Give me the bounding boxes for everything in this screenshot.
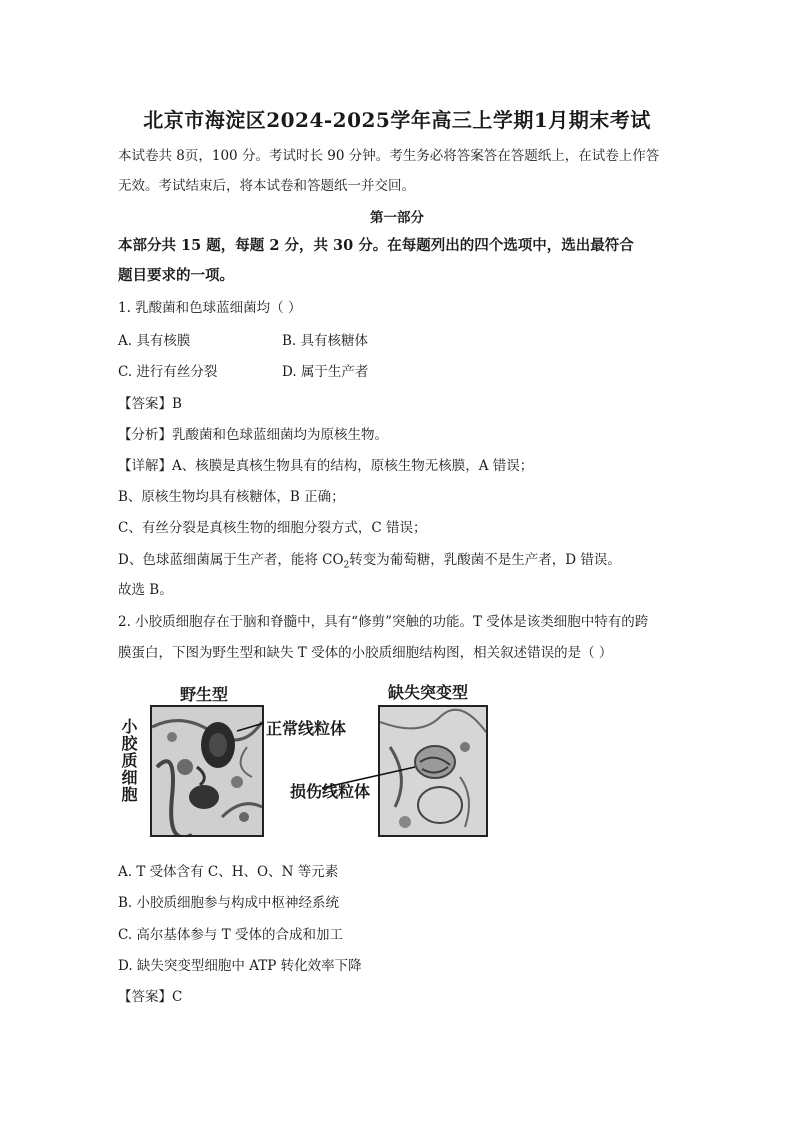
exam-title: 北京市海淀区2024-2025学年高三上学期1月期末考试 (143, 108, 651, 132)
q2-answer: 【答案】C (118, 989, 183, 1005)
q1-detail-b: B、原核生物均具有核糖体，B 正确； (118, 489, 345, 505)
intro-line-2: 无效。考试结束后，将本试卷和答题纸一并交回。 (118, 178, 415, 194)
figure-label-mutant: 缺失突变型 (388, 683, 469, 702)
q1-detail-a: 【详解】A、核膜是真核生物具有的结构，原核生物无核膜，A 错误； (118, 458, 534, 474)
q1-option-a: A. 具有核膜 (118, 333, 191, 349)
figure-label-normal-mitochondria: 正常线粒体 (266, 719, 347, 738)
q1-option-d: D. 属于生产者 (282, 364, 369, 380)
q1-conclusion: 故选 B。 (118, 582, 173, 598)
figure-label-wild-type: 野生型 (180, 685, 229, 704)
q2-stem-line-1: 2. 小胶质细胞存在于脑和脊髓中，具有“修剪”突触的功能。T 受体是该类细胞中特有的跨 (118, 614, 649, 630)
q1-option-c: C. 进行有丝分裂 (118, 364, 218, 380)
figure-label-damaged-mitochondria: 损伤线粒体 (290, 782, 371, 801)
q2-option-d: D. 缺失突变型细胞中 ATP 转化效率下降 (118, 958, 362, 974)
q1-stem: 1. 乳酸菌和色球蓝细菌均（ ） (118, 300, 302, 316)
q1-answer: 【答案】B (118, 396, 182, 412)
intro-line-1: 本试卷共 8页，100 分。考试时长 90 分钟。考生务必将答案答在答题纸上，在试卷上作答 (118, 148, 660, 164)
q1-detail-d-subscript: 2 (343, 560, 350, 571)
instructions-line-2: 题目要求的一项。 (118, 267, 234, 284)
q2-option-c: C. 高尔基体参与 T 受体的合成和加工 (118, 927, 344, 943)
q1-detail-d-part2: 转变为葡萄糖，乳酸菌不是生产者，D 错误。 (349, 552, 621, 568)
q1-detail-d-part1: D、色球蓝细菌属于生产者，能将 CO (118, 552, 344, 568)
figure-label-microglia: 小胶质细胞 (119, 718, 138, 803)
q1-option-b: B. 具有核糖体 (282, 333, 369, 349)
instructions-line-1: 本部分共 15 题，每题 2 分，共 30 分。在每题列出的四个选项中，选出最符合 (118, 237, 634, 254)
q2-stem-line-2: 膜蛋白，下图为野生型和缺失 T 受体的小胶质细胞结构图，相关叙述错误的是（ ） (118, 645, 613, 661)
part-title: 第一部分 (370, 210, 424, 226)
q1-analysis: 【分析】乳酸菌和色球蓝细菌均为原核生物。 (118, 427, 388, 443)
q1-detail-c: C、有丝分裂是真核生物的细胞分裂方式，C 错误； (118, 520, 427, 536)
q2-option-b: B. 小胶质细胞参与构成中枢神经系统 (118, 895, 340, 911)
q2-option-a: A. T 受体含有 C、H、O、N 等元素 (118, 864, 339, 880)
